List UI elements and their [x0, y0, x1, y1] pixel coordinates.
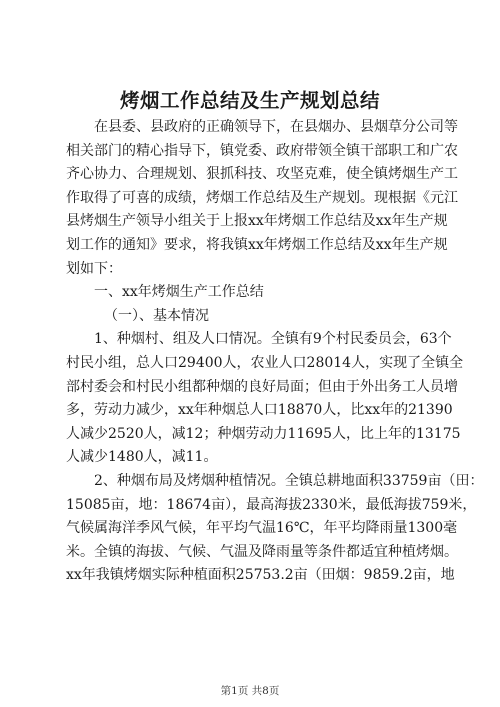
planting-paragraph	[66, 470, 484, 588]
paragraph-line: 多，劳动力减少，xx年种烟总人口18870人，比xx年的21390	[66, 402, 453, 419]
paragraph-line: 1、种烟村、组及人口情况。全镇有9个村民委员会，63个	[94, 331, 452, 348]
section-heading: 一、xx年烤烟生产工作总结	[94, 284, 264, 301]
page-footer: 第1页 共8页	[220, 685, 280, 697]
intro-paragraph	[66, 116, 458, 281]
intro-line: 划如下：	[66, 260, 122, 277]
intro-line: 在县委、县政府的正确领导下，在县烟办、县烟草分公司等	[94, 119, 458, 135]
intro-line: 相关部门的精心指导下，镇党委、政府带领全镇干部职工和广农	[66, 142, 458, 159]
paragraph-line: 气候属海洋季风气候，年平均气温16℃，年平均降雨量1300毫	[66, 520, 458, 537]
document-body	[66, 116, 484, 588]
population-paragraph	[66, 328, 464, 470]
paragraph-line: 村民小组，总人口29400人，农业人口28014人，实现了全镇全	[66, 354, 464, 371]
paragraph-line: xx年我镇烤烟实际种植面积25753.2亩（田烟：9859.2亩，地	[66, 567, 455, 584]
paragraph-line: 2、种烟布局及烤烟种植情况。全镇总耕地面积33759亩（田：	[94, 472, 484, 489]
paragraph-line: 米。全镇的海拔、气候、气温及降雨量等条件都适宜种植烤烟。	[66, 543, 458, 560]
intro-line: 齐心协力、合理规划、狠抓科技、攻坚克难，使全镇烤烟生产工	[66, 166, 458, 183]
document-title: 烤烟工作总结及生产规划总结	[119, 89, 380, 112]
subsection-heading: （一）、基本情况	[104, 307, 209, 324]
intro-line: 作取得了可喜的成绩，烤烟工作总结及生产规划。现根据《元江	[66, 189, 458, 206]
intro-line: 划工作的通知》要求，将我镇xx年烤烟工作总结及xx年生产规	[66, 236, 448, 253]
paragraph-line: 人减少2520人，减12；种烟劳动力11695人，比上年的13175	[66, 425, 461, 442]
intro-line: 县烤烟生产领导小组关于上报xx年烤烟工作总结及xx年生产规	[66, 213, 448, 230]
paragraph-line: 部村委会和村民小组都种烟的良好局面；但由于外出务工人员增	[66, 378, 458, 395]
paragraph-line: 15085亩，地：18674亩），最高海拔2330米，最低海拔759米，	[66, 496, 477, 513]
paragraph-line: 人减少1480人，减11。	[66, 449, 218, 466]
